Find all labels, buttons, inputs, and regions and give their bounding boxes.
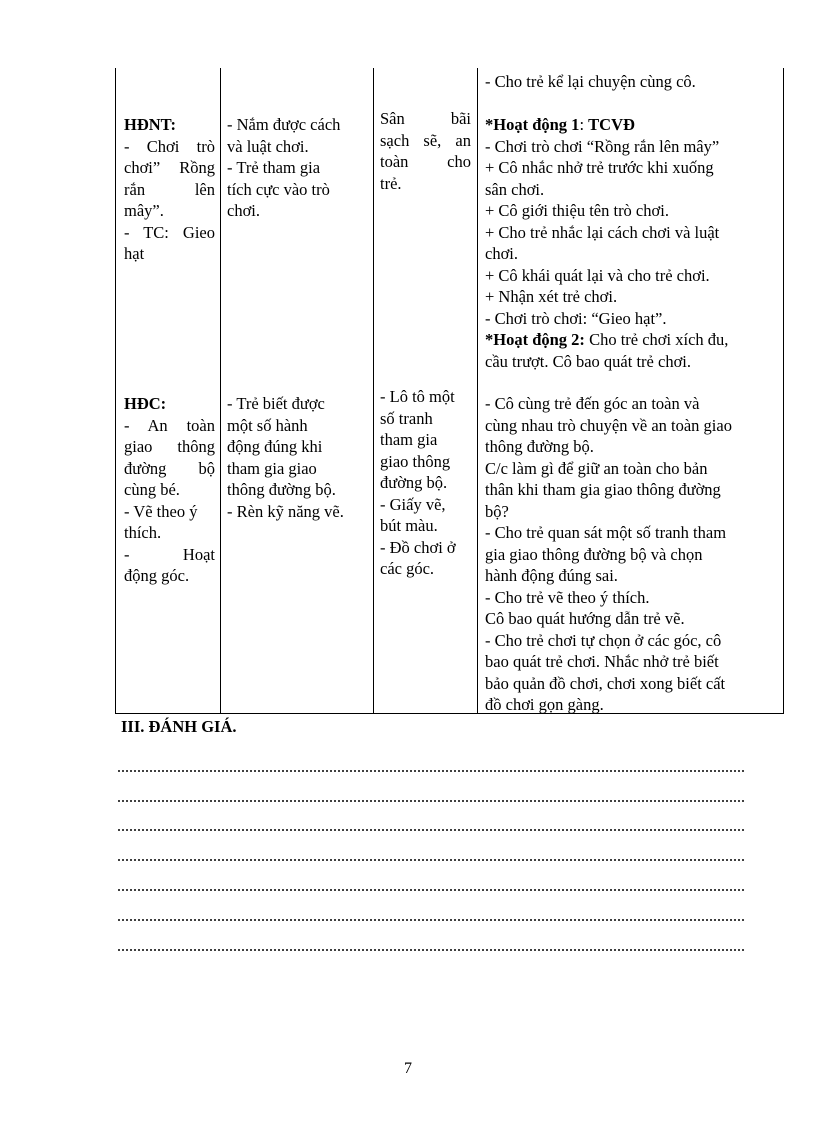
evaluation-dotted-line xyxy=(117,829,745,831)
evaluation-dotted-line xyxy=(117,859,745,861)
row2-col3-line: - Đồ chơi ở xyxy=(380,537,456,557)
row1-col4-line: + Cho trẻ nhắc lại cách chơi và luật xyxy=(485,222,720,242)
table-border-left xyxy=(115,68,116,714)
row2-col4-line: - Cô cùng trẻ đến góc an toàn và xyxy=(485,394,700,413)
row2-col3 xyxy=(380,386,472,580)
row2-col4-line: - Cho trẻ quan sát một số tranh tham xyxy=(485,523,727,542)
row1-col2-line: và luật chơi. xyxy=(227,136,309,156)
activity-1-heading: *Hoạt động 1: TCVĐ xyxy=(485,115,635,134)
row2-col4-line: bảo quản đồ chơi, chơi xong biết cất xyxy=(485,673,726,693)
row2-col3-line: các góc. xyxy=(380,559,435,578)
row2-col4-line: thông đường bộ. xyxy=(485,437,594,456)
row2-col1-line: thích. xyxy=(124,523,162,542)
row2-col3-line: tham gia xyxy=(380,430,438,449)
row2-col4 xyxy=(485,393,779,716)
row2-col1-line: động góc. xyxy=(124,566,190,585)
row2-col4-line: bao quát trẻ chơi. Nhắc nhở trẻ biết xyxy=(485,652,719,671)
row1-col2 xyxy=(227,114,369,222)
row2-col1-line: giao thông xyxy=(124,437,215,456)
table-border-right xyxy=(783,68,784,714)
table-divider-2 xyxy=(373,68,374,714)
row2-col4-line: thân khi tham gia giao thông đường xyxy=(485,480,721,499)
row1-col1 xyxy=(124,114,215,265)
row1-col4-line: + Nhận xét trẻ chơi. xyxy=(485,287,618,306)
row1-title: HĐNT: xyxy=(124,115,176,134)
row2-col4-line: C/c làm gì để giữ an toàn cho bản xyxy=(485,458,708,478)
row2-col2-line: thông đường bộ. xyxy=(227,480,336,499)
row1-col3-line: trẻ. xyxy=(380,173,402,193)
row1-col1-line: - TC: Gieo xyxy=(124,222,215,242)
row2-col2-line: - Trẻ biết được xyxy=(227,394,325,413)
row1-col1-line: rắn lên xyxy=(124,179,215,199)
row2-col4-line: Cô bao quát hướng dẫn trẻ vẽ. xyxy=(485,609,685,628)
row2-col3-line: - Giấy vẽ, xyxy=(380,494,446,514)
row2-col4-line: - Cho trẻ vẽ theo ý thích. xyxy=(485,587,650,607)
row2-col2 xyxy=(227,393,369,522)
row1-col3-line: toàn cho xyxy=(380,152,471,171)
row1-col1-line: chơi” Rồng xyxy=(124,158,215,177)
evaluation-dotted-line xyxy=(117,889,745,891)
row1-col1-line: mây”. xyxy=(124,201,164,220)
row2-col1-line: - Vẽ theo ý xyxy=(124,501,198,521)
row1-col4 xyxy=(485,114,777,372)
evaluation-dotted-line xyxy=(117,949,745,951)
row1-col2-line: chơi. xyxy=(227,201,261,220)
row1-col4-line: + Cô nhắc nhở trẻ trước khi xuống xyxy=(485,158,714,177)
row2-title: HĐC: xyxy=(124,394,167,413)
row0-col4 xyxy=(485,71,777,93)
row2-col3-line: đường bộ. xyxy=(380,473,448,492)
row1-col4-line: sân chơi. xyxy=(485,179,545,199)
row2-col2-line: tham gia giao xyxy=(227,458,317,478)
table-divider-1 xyxy=(220,68,221,714)
section-heading: III. ĐÁNH GIÁ. xyxy=(121,717,237,736)
activity-table xyxy=(115,68,784,716)
evaluation-dotted-line xyxy=(117,919,745,921)
row2-col4-line: gia giao thông đường bộ và chọn xyxy=(485,544,703,564)
row1-col2-line: tích cực vào trò xyxy=(227,179,330,199)
table-divider-3 xyxy=(477,68,478,714)
row0-text: - Cho trẻ kể lại chuyện cùng cô. xyxy=(485,72,696,91)
row2-col4-line: bộ? xyxy=(485,501,509,521)
row1-col3 xyxy=(380,108,471,194)
row1-col2-line: - Nắm được cách xyxy=(227,115,341,134)
row2-col1 xyxy=(124,393,215,587)
row2-col4-line: hành động đúng sai. xyxy=(485,566,618,585)
row1-col4-line: - Chơi trò chơi: “Gieo hạt”. xyxy=(485,308,667,328)
row2-col3-line: số tranh xyxy=(380,408,433,428)
page-number: 7 xyxy=(404,1060,412,1077)
evaluation-dotted-line xyxy=(117,770,745,772)
row2-col2-line: một số hành xyxy=(227,415,308,435)
row2-col4-line: đồ chơi gọn gàng. xyxy=(485,695,604,714)
row1-col4-line: + Cô giới thiệu tên trò chơi. xyxy=(485,201,669,220)
row1-col2-line: - Trẻ tham gia xyxy=(227,158,321,177)
row2-col1-line: - Hoạt xyxy=(124,544,215,564)
row2-col1-line: cùng bé. xyxy=(124,480,180,499)
row2-col3-line: giao thông xyxy=(380,451,451,471)
row2-col1-line: đường bộ xyxy=(124,458,215,478)
row2-col4-line: - Cho trẻ chơi tự chọn ở các góc, cô xyxy=(485,630,722,650)
row2-col4-line: cùng nhau trò chuyện về an toàn giao xyxy=(485,415,732,435)
row1-col4-line: cầu trượt. Cô bao quát trẻ chơi. xyxy=(485,351,692,371)
row1-col4-line: - Chơi trò chơi “Rồng rắn lên mây” xyxy=(485,136,720,156)
row2-col3-line: - Lô tô một xyxy=(380,387,455,406)
row1-col1-line: - Chơi trò xyxy=(124,136,215,156)
row2-col2-line: động đúng khi xyxy=(227,437,323,456)
row2-col3-line: bút màu. xyxy=(380,516,438,535)
row1-col4-line: + Cô khái quát lại và cho trẻ chơi. xyxy=(485,265,710,285)
row1-col1-line: hạt xyxy=(124,244,145,263)
row1-col3-line: sạch sẽ, an xyxy=(380,130,471,150)
evaluation-dotted-line xyxy=(117,800,745,802)
row2-col2-line: - Rèn kỹ năng vẽ. xyxy=(227,501,344,521)
activity-2-heading: *Hoạt động 2: Cho trẻ chơi xích đu, xyxy=(485,330,729,349)
row2-col1-line: - An toàn xyxy=(124,415,215,435)
row1-col4-line: chơi. xyxy=(485,244,519,263)
row1-col3-line: Sân bãi xyxy=(380,109,471,128)
